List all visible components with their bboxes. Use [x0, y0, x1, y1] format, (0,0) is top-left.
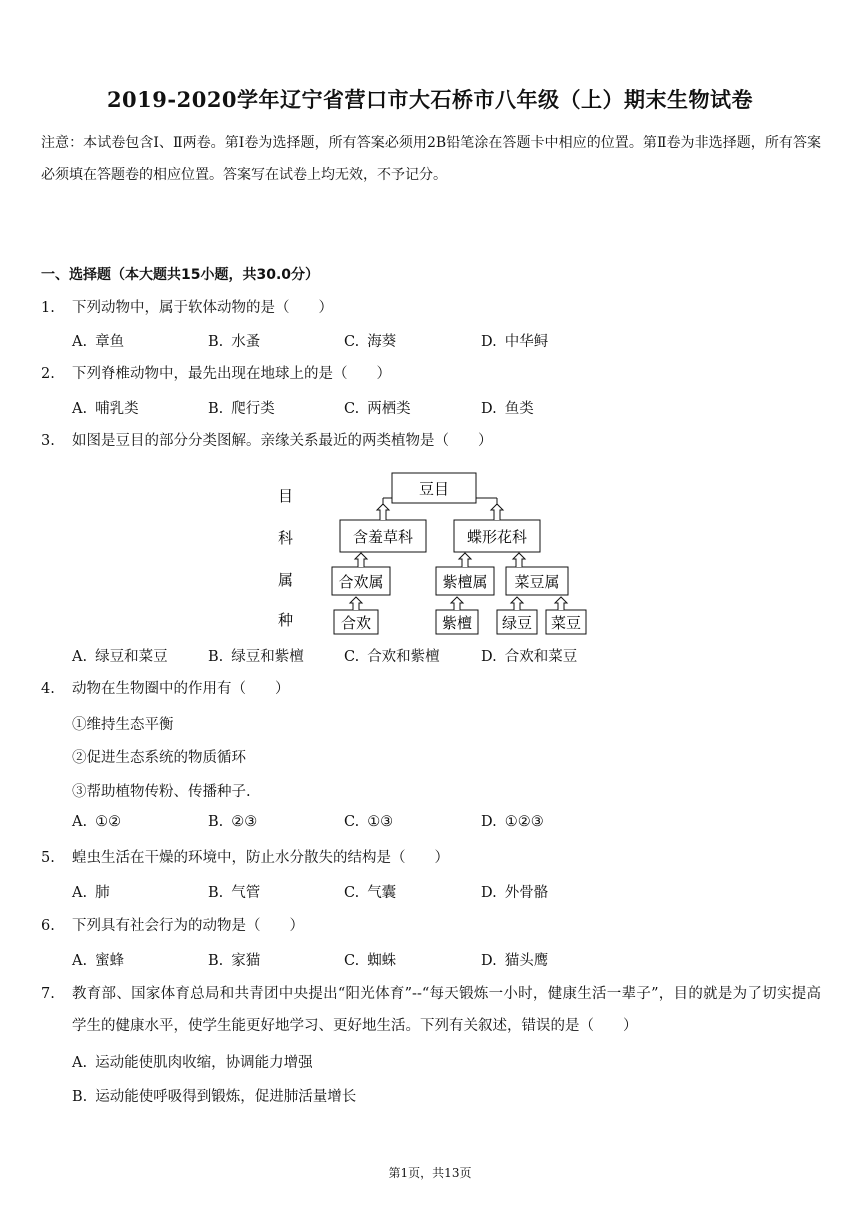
page-footer: 第1页，共13页: [388, 1166, 472, 1180]
option-d[interactable]: D. 合欢和菜豆: [481, 649, 578, 665]
option-c[interactable]: C. 气囊: [344, 885, 397, 901]
question-1-options: [72, 330, 832, 354]
question-text: 下列具有社会行为的动物是（ ）: [72, 918, 304, 934]
question-5-options: [72, 881, 832, 905]
option-a[interactable]: A. 肺: [72, 885, 110, 901]
level-label-genus: 属: [278, 571, 294, 589]
arrow-species3-genus3: [511, 597, 523, 610]
option-a[interactable]: A. 运动能使肌肉收缩，协调能力增强: [72, 1055, 313, 1071]
question-4-item-3: ③帮助植物传粉、传播种子.: [72, 784, 251, 800]
option-b[interactable]: B. 绿豆和紫檀: [208, 649, 304, 665]
question-1: [41, 292, 821, 324]
classification-diagram: [268, 468, 598, 638]
level-label-family: 科: [278, 529, 294, 547]
option-d[interactable]: D. 中华鲟: [481, 334, 549, 350]
option-d[interactable]: D. 鱼类: [481, 401, 534, 417]
option-c[interactable]: C. 蜘蛛: [344, 953, 397, 969]
species-label-2: 紫檀: [441, 614, 473, 632]
instructions-note: 注意：本试卷包含Ⅰ、Ⅱ两卷。第Ⅰ卷为选择题，所有答案必须用2B铅笔涂在答题卡中相应的位置。第Ⅱ卷为非选择题，所有答案必须填在答题卷的相应位置。答案写在试卷上均无效，不予记分。: [41, 135, 821, 183]
question-number: 5.: [41, 850, 55, 866]
arrow-genus3-family2: [513, 553, 525, 567]
option-b[interactable]: B. 运动能使呼吸得到锻炼，促进肺活量增长: [72, 1089, 357, 1105]
level-label-order: 目: [278, 487, 294, 505]
option-a[interactable]: A. 蜜蜂: [72, 953, 125, 969]
arrow-species1-genus1: [350, 597, 362, 610]
arrow-genus2-family2: [459, 553, 471, 567]
species-label-3: 绿豆: [501, 614, 533, 632]
question-number: 2.: [41, 366, 55, 382]
question-6: [41, 910, 821, 942]
question-number: 3.: [41, 433, 55, 449]
option-c[interactable]: C. 合欢和紫檀: [344, 649, 440, 665]
species-label-1: 合欢: [340, 614, 372, 632]
question-6-options: [72, 949, 832, 973]
genus-label-3: 菜豆属: [514, 573, 560, 591]
option-a[interactable]: A. 哺乳类: [72, 401, 139, 417]
arrow-family2-order: [491, 504, 503, 520]
question-7: [41, 978, 821, 1042]
question-4-item-2: ②促进生态系统的物质循环: [72, 750, 246, 766]
option-b[interactable]: B. 水蚤: [208, 334, 261, 350]
level-label-species: 种: [278, 611, 294, 629]
option-b[interactable]: B. ②③: [208, 814, 258, 830]
question-4: [41, 673, 821, 705]
question-4-item-1: ①维持生态平衡: [72, 717, 174, 733]
question-3-options: [72, 645, 832, 669]
question-5: [41, 842, 821, 874]
question-number: 6.: [41, 918, 55, 934]
question-text: 下列脊椎动物中，最先出现在地球上的是（ ）: [72, 366, 391, 382]
question-text: 如图是豆目的部分分类图解。亲缘关系最近的两类植物是（ ）: [72, 433, 493, 449]
question-4-options: [72, 814, 832, 838]
question-text: 蝗虫生活在干燥的环境中，防止水分散失的结构是（ ）: [72, 850, 449, 866]
question-text: 动物在生物圈中的作用有（ ）: [72, 681, 290, 697]
question-2: [41, 358, 821, 390]
question-3: [41, 425, 821, 457]
arrow-genus1-family1: [355, 553, 367, 567]
option-a[interactable]: A. 章鱼: [72, 334, 125, 350]
option-d[interactable]: D. ①②③: [481, 814, 544, 830]
genus-label-1: 合欢属: [338, 573, 384, 591]
question-number: 4.: [41, 681, 55, 697]
option-b[interactable]: B. 爬行类: [208, 401, 275, 417]
option-a[interactable]: A. ①②: [72, 814, 122, 830]
option-c[interactable]: C. ①③: [344, 814, 394, 830]
family-label-1: 含羞草科: [352, 528, 414, 546]
page-title: 2019-2020学年辽宁省营口市大石桥市八年级（上）期末生物试卷: [106, 87, 754, 112]
family-label-2: 蝶形花科: [466, 528, 528, 546]
question-number: 1.: [41, 300, 55, 316]
option-d[interactable]: D. 外骨骼: [481, 885, 549, 901]
genus-label-2: 紫檀属: [442, 573, 488, 591]
question-text: 教育部、国家体育总局和共青团中央提出“阳光体育”--“每天锻炼一小时，健康生活一辈子”，目的就是为了切实提高学生的健康水平，使学生能更好地学习、更好地生活。下列有关叙述，错误的是（ ）: [72, 986, 821, 1034]
section-title: 一、选择题（本大题共15小题，共30.0分）: [41, 267, 320, 283]
order-label: 豆目: [418, 480, 450, 498]
option-c[interactable]: C. 两栖类: [344, 401, 411, 417]
option-b[interactable]: B. 家猫: [208, 953, 261, 969]
species-label-4: 菜豆: [550, 614, 582, 632]
option-b[interactable]: B. 气管: [208, 885, 261, 901]
option-d[interactable]: D. 猫头鹰: [481, 953, 549, 969]
arrow-family1-order: [377, 504, 389, 520]
question-number: 7.: [41, 986, 55, 1002]
question-2-options: [72, 397, 832, 421]
option-a[interactable]: A. 绿豆和菜豆: [72, 649, 168, 665]
option-c[interactable]: C. 海葵: [344, 334, 397, 350]
arrow-species2-genus2: [451, 597, 463, 610]
question-text: 下列动物中，属于软体动物的是（ ）: [72, 300, 333, 316]
arrow-species4-genus3: [555, 597, 567, 610]
